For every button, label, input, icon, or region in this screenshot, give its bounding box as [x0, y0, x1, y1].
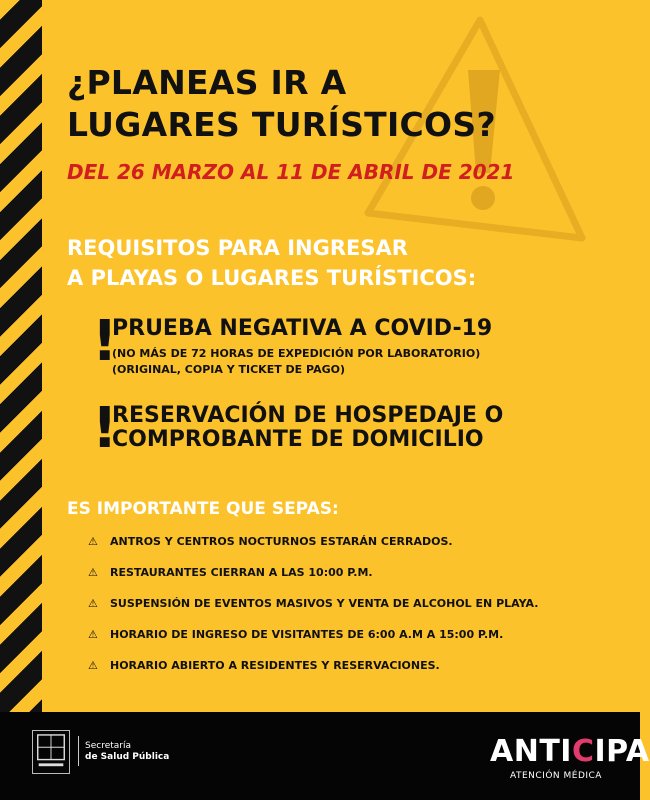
agency-line-2: de Salud Pública: [85, 752, 170, 762]
list-item: [88, 557, 538, 588]
list-item-text: ANTROS Y CENTROS NOCTURNOS ESTARÁN CERRADOS.: [110, 535, 453, 548]
requirements-heading-line-1: REQUISITOS PARA INGRESAR: [67, 236, 408, 260]
agency-name: [85, 741, 169, 763]
stethoscope-c-icon: C: [571, 734, 595, 769]
list-item: [88, 526, 538, 557]
brand-part-2: IPA: [594, 734, 650, 769]
brand-part-1: ANTI: [490, 734, 572, 769]
list-item-text: HORARIO ABIERTO A RESIDENTES Y RESERVACIONES.: [110, 659, 440, 672]
list-item-text: HORARIO DE INGRESO DE VISITANTES DE 6:00 A.M A 15:00 P.M.: [110, 628, 504, 641]
title-line-1: ¿PLANEAS IR A: [67, 63, 347, 102]
footer-divider: [78, 736, 79, 766]
requirement-title: RESERVACIÓN DE HOSPEDAJE O: [112, 403, 504, 428]
exclamation-icon: !: [92, 396, 118, 461]
important-heading: ES IMPORTANTE QUE SEPAS:: [67, 499, 339, 519]
warning-icon: ⚠: [88, 628, 98, 641]
brand-tagline: ATENCIÓN MÉDICA: [510, 771, 602, 781]
brand-logo: [490, 736, 650, 768]
requirements-heading: [67, 233, 476, 293]
state-seal-icon: [32, 730, 70, 774]
list-item: [88, 650, 538, 681]
requirement-detail: (ORIGINAL, COPIA Y TICKET DE PAGO): [112, 363, 346, 376]
important-list: [88, 526, 538, 681]
warning-icon: ⚠: [88, 566, 98, 579]
page-title: [67, 62, 496, 146]
list-item: [88, 619, 538, 650]
warning-icon: ⚠: [88, 535, 98, 548]
warning-icon: ⚠: [88, 659, 98, 672]
hazard-stripes: [0, 0, 42, 712]
list-item-text: RESTAURANTES CIERRAN A LAS 10:00 P.M.: [110, 566, 373, 579]
title-line-2: LUGARES TURÍSTICOS?: [67, 105, 496, 144]
agency-line-1: Secretaría: [85, 741, 131, 751]
date-range: DEL 26 MARZO AL 11 DE ABRIL DE 2021: [67, 160, 515, 184]
exclamation-icon: !: [92, 309, 118, 374]
requirement-title: COMPROBANTE DE DOMICILIO: [112, 427, 484, 452]
requirement-title: PRUEBA NEGATIVA A COVID-19: [112, 316, 493, 341]
requirement-detail: (NO MÁS DE 72 HORAS DE EXPEDICIÓN POR LABORATORIO): [112, 347, 481, 360]
list-item: [88, 588, 538, 619]
list-item-text: SUSPENSIÓN DE EVENTOS MASIVOS Y VENTA DE ALCOHOL EN PLAYA.: [110, 597, 539, 610]
warning-icon: ⚠: [88, 597, 98, 610]
requirements-heading-line-2: A PLAYAS O LUGARES TURÍSTICOS:: [67, 266, 477, 290]
